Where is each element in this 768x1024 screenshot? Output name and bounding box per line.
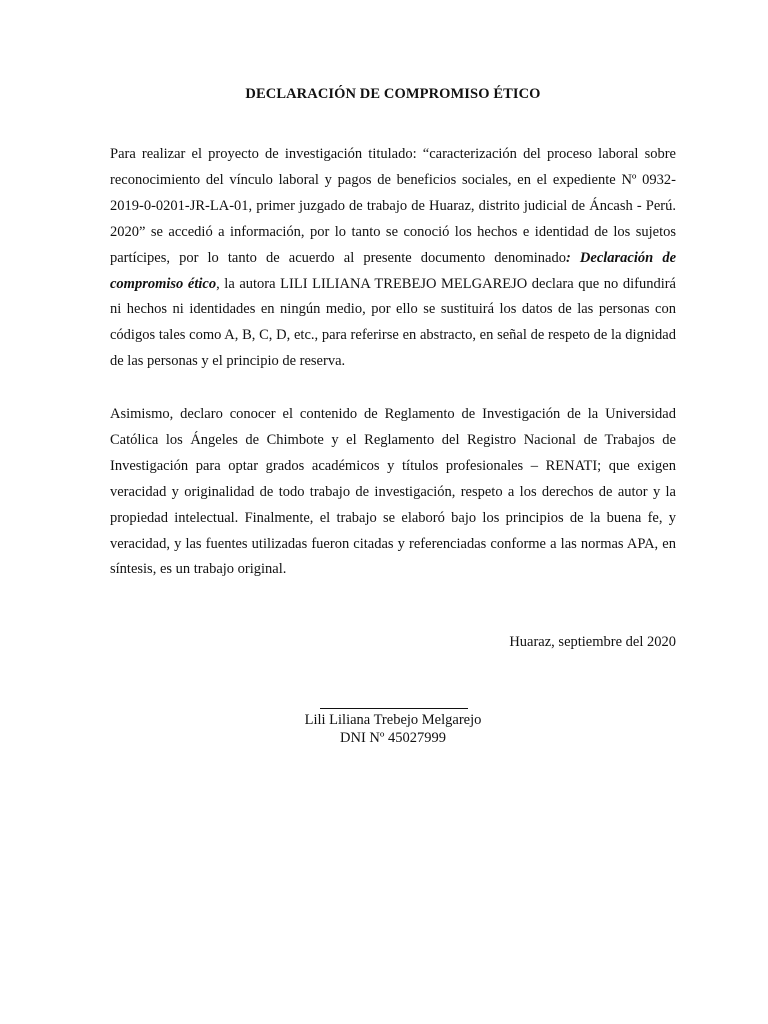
paragraph-commitment-text: Para realizar el proyecto de investigación titulado: “caracterización del proceso laboral sobre reconocimiento del vínculo laboral y pagos de beneficios sociales, en el expediente Nº 0932-2019-0-0201-JR-LA-01, primer juzgado de trabajo de Huaraz, distrito judicial de Áncash - Perú. 2020” se accedió a información, por lo tanto se conoció los hechos e identidad de los sujetos partícipes, por lo tanto de acuerdo al presente documento denominado xyxy=(110,146,676,266)
document-name-emphasis: : Declaración de compromiso ético xyxy=(110,249,676,292)
paragraph-commitment xyxy=(110,142,676,375)
signer-dni: DNI Nº 45027999 xyxy=(340,730,446,746)
signature-line xyxy=(320,708,468,709)
paragraph-commitment-continuation: , la autora LILI LILIANA TREBEJO MELGAREJO declara que no difundirá ni hechos ni identidades en ningún medio, por ello se sustituirá los datos de las personas con códigos tales como A, B, C, D, etc., para referirse en abstracto, en señal de respeto de la dignidad de las personas y el principio de reserva. xyxy=(110,275,676,370)
paragraph-regulations: Asimismo, declaro conocer el contenido de Reglamento de Investigación de la Universidad Católica los Ángeles de Chimbote y el Reglamento del Registro Nacional de Trabajos de Investigación para optar grados académicos y títulos profesionales – RENATI; que exigen veracidad y originalidad de todo trabajo de investigación, respeto a los derechos de autor y la propiedad intelectual. Finalmente, el trabajo se elaboró bajo los principios de la buena fe, y veracidad, y las fuentes utilizadas fueron citadas y referenciadas conforme a las normas APA, en síntesis, es un trabajo original. xyxy=(110,406,676,578)
place-date: Huaraz, septiembre del 2020 xyxy=(509,634,676,650)
signer-name: Lili Liliana Trebejo Melgarejo xyxy=(304,712,482,728)
document-title: DECLARACIÓN DE COMPROMISO ÉTICO xyxy=(245,86,541,102)
